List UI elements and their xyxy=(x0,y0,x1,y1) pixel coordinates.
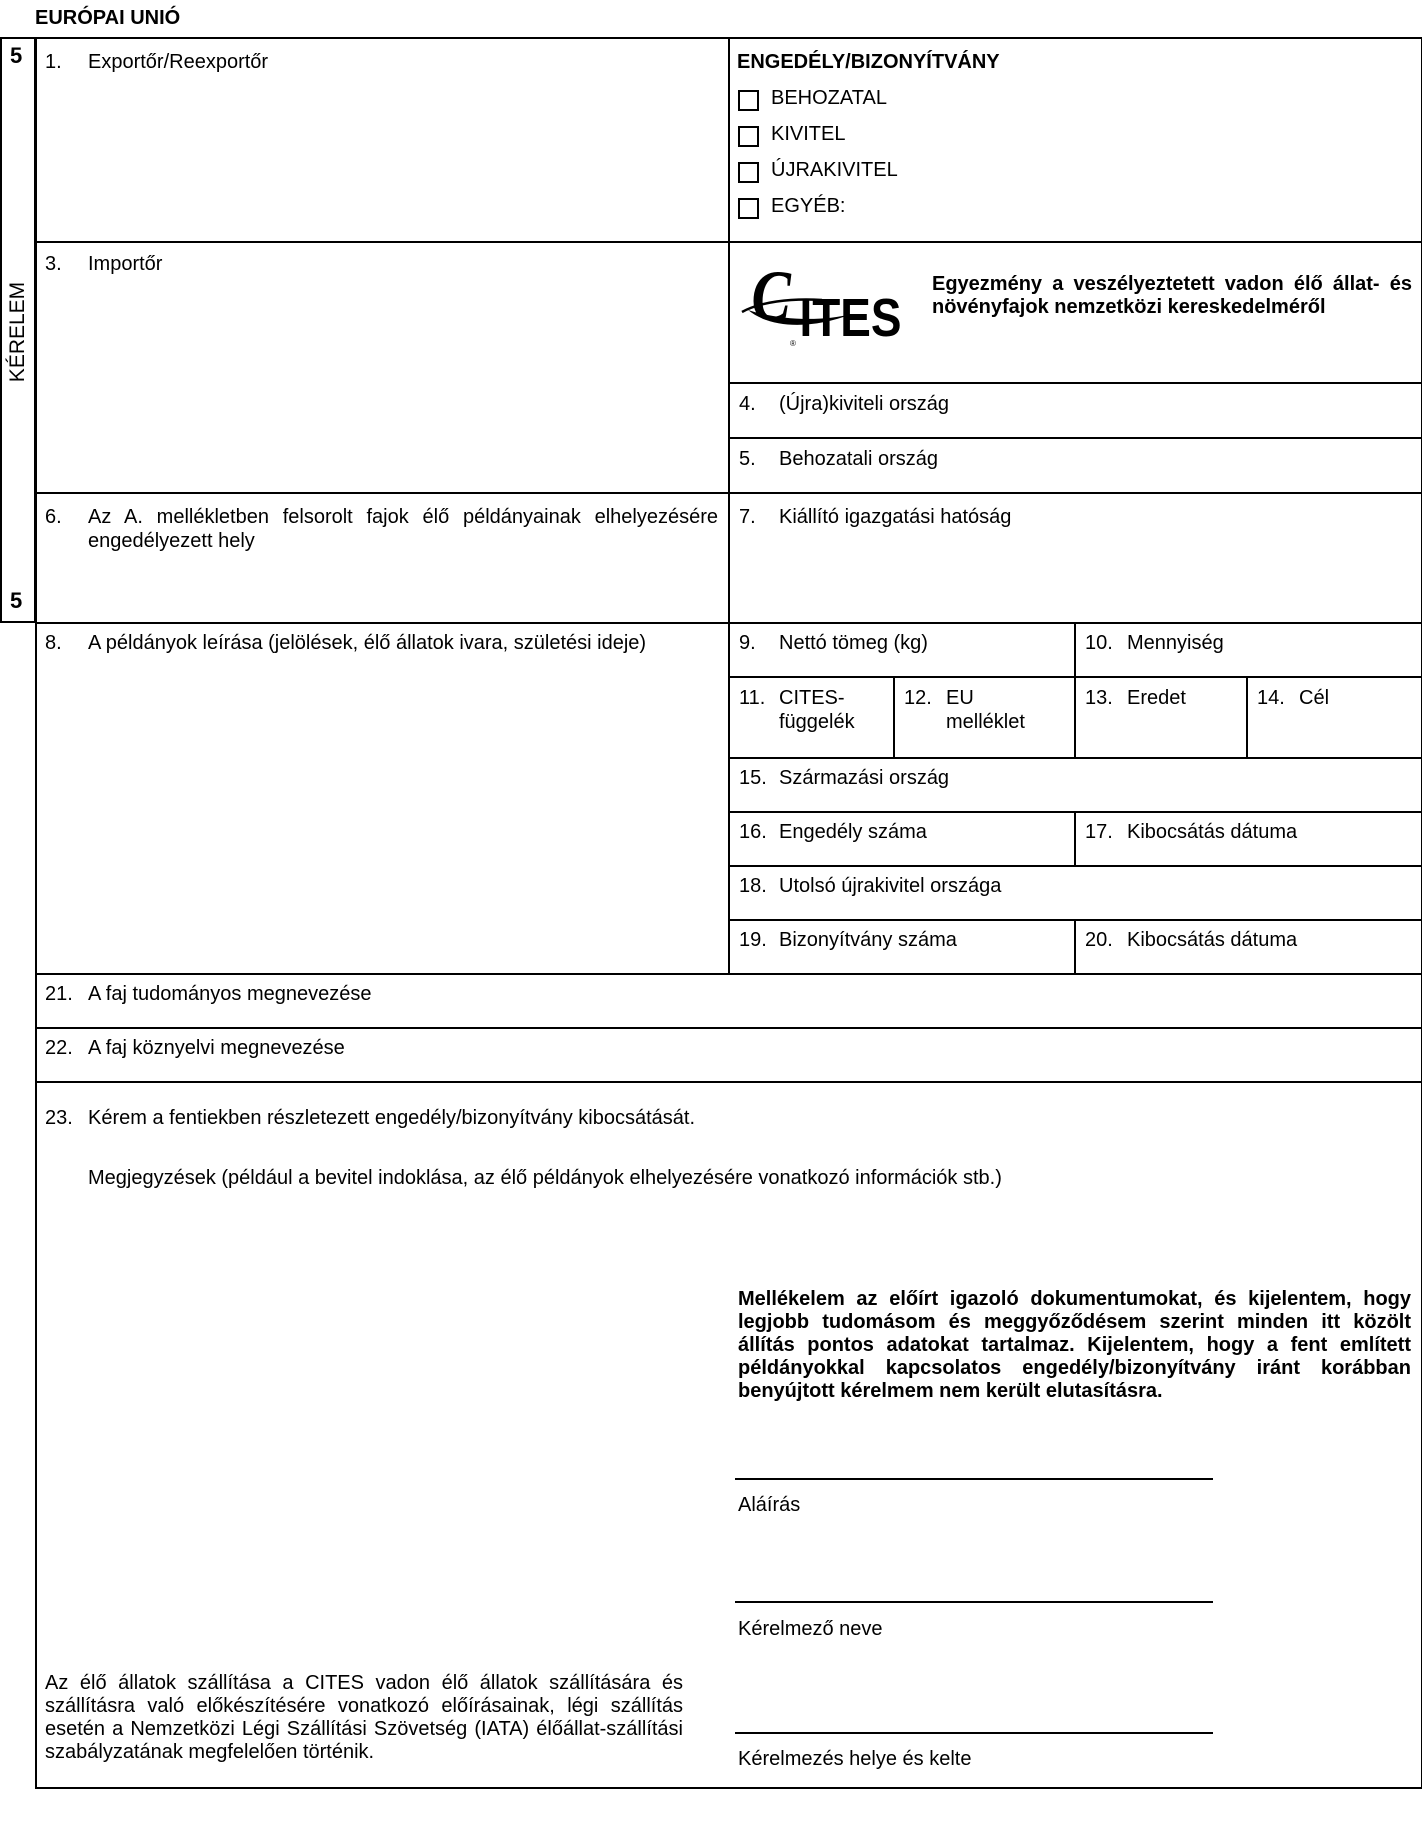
field-16-number: 16. xyxy=(739,821,767,843)
field-12-label-line2: melléklet xyxy=(946,711,1025,733)
field-19-label: Bizonyítvány száma xyxy=(779,929,957,951)
import-checkbox[interactable] xyxy=(738,90,759,111)
field-11-label-line2: függelék xyxy=(779,711,855,733)
field-12-number: 12. xyxy=(904,687,932,709)
field-7-number: 7. xyxy=(739,506,756,528)
field-9-label: Nettó tömeg (kg) xyxy=(779,632,928,654)
field-23-number: 23. xyxy=(45,1107,73,1129)
svg-text:®: ® xyxy=(790,339,796,348)
rule xyxy=(1246,676,1248,758)
union-header: EURÓPAI UNIÓ xyxy=(35,7,181,29)
field-11-number: 11. xyxy=(739,687,766,709)
rule xyxy=(1074,919,1076,974)
field-16-label: Engedély száma xyxy=(779,821,927,843)
field-20-label: Kibocsátás dátuma xyxy=(1127,929,1298,951)
field-1-label: Exportőr/Reexportőr xyxy=(88,51,269,73)
field-22-number: 22. xyxy=(45,1037,73,1059)
field-14-label: Cél xyxy=(1299,687,1330,709)
copy-number-bottom: 5 xyxy=(10,588,23,613)
rule xyxy=(729,437,1422,439)
field-8-number: 8. xyxy=(45,632,62,654)
exporter-field[interactable] xyxy=(40,78,724,238)
applicant-name-line xyxy=(735,1601,1213,1603)
signature-field[interactable] xyxy=(735,1434,1213,1478)
rule xyxy=(729,382,1422,384)
svg-text:ITES: ITES xyxy=(799,287,900,348)
importer-field[interactable] xyxy=(40,280,724,488)
rule xyxy=(35,1027,1422,1029)
field-3-number: 3. xyxy=(45,253,62,275)
field-9-number: 9. xyxy=(739,632,756,654)
field-13-number: 13. xyxy=(1085,687,1113,709)
cites-logo xyxy=(740,258,900,350)
field-8-label: A példányok leírása (jelölések, élő állatok ivara, születési ideje) xyxy=(88,632,647,654)
rule xyxy=(35,1081,1422,1083)
other-option-label: EGYÉB: xyxy=(771,195,846,217)
reexport-checkbox[interactable] xyxy=(738,162,759,183)
field-12-label-line1: EU xyxy=(946,687,974,709)
field-14-number: 14. xyxy=(1257,687,1285,709)
reexport-option-label: ÚJRAKIVITEL xyxy=(771,159,898,181)
field-5-label: Behozatali ország xyxy=(779,448,938,470)
export-checkbox[interactable] xyxy=(738,126,759,147)
field-17-number: 17. xyxy=(1085,821,1113,843)
remarks-label: Megjegyzések (például a bevitel indoklása, az élő példányok elhelyezésére vonatkozó információk stb.) xyxy=(88,1167,1002,1189)
field-4-number: 4. xyxy=(739,393,756,415)
place-date-line xyxy=(735,1732,1213,1734)
applicant-name-field[interactable] xyxy=(735,1557,1213,1601)
field-18-number: 18. xyxy=(739,875,767,897)
declaration-text: Mellékelem az előírt igazoló dokumentumokat, és kijelentem, hogy legjobb tudomásom és meggyőződésem szerint minden itt közölt állítás pontos adatokat tartalmaz. Kijelentem, hogy a fent említett példányokkal kapcsolatos engedély/bizonyítvány iránt korábban benyújtott kérelmem nem került elutasításra. xyxy=(738,1288,1411,1402)
copy-number-top: 5 xyxy=(10,43,23,68)
field-21-number: 21. xyxy=(45,983,73,1005)
field-10-label: Mennyiség xyxy=(1127,632,1224,654)
specimen-description-field[interactable] xyxy=(40,660,724,970)
place-date-label: Kérelmezés helye és kelte xyxy=(738,1748,972,1770)
transport-note: Az élő állatok szállítása a CITES vadon élő állatok szállítására és szállításra való előkészítésére vonatkozó előírásainak, légi szállítás esetén a Nemzetközi Légi Szállítási Szövetség (IATA) élőállat-szállítási szabályzatának megfelelően történik. xyxy=(45,1672,683,1763)
field-21-label: A faj tudományos megnevezése xyxy=(88,983,372,1005)
field-10-number: 10. xyxy=(1085,632,1113,654)
signature-label: Aláírás xyxy=(738,1494,801,1516)
request-statement: Kérem a fentiekben részletezett engedély/bizonyítvány kibocsátását. xyxy=(88,1107,696,1129)
field-20-number: 20. xyxy=(1085,929,1113,951)
field-19-number: 19. xyxy=(739,929,767,951)
field-11-label-line1: CITES- xyxy=(779,687,845,709)
signature-line xyxy=(735,1478,1213,1480)
field-5-number: 5. xyxy=(739,448,756,470)
export-option-label: KIVITEL xyxy=(771,123,846,145)
applicant-name-label: Kérelmező neve xyxy=(738,1618,883,1640)
rule xyxy=(1074,811,1076,866)
field-17-label: Kibocsátás dátuma xyxy=(1127,821,1298,843)
field-15-label: Származási ország xyxy=(779,767,950,789)
field-18-label: Utolsó újrakivitel országa xyxy=(779,875,1002,897)
side-label: KÉRELEM xyxy=(6,281,29,383)
place-date-field[interactable] xyxy=(735,1688,1213,1732)
field-15-number: 15. xyxy=(739,767,767,789)
cites-convention-text: Egyezmény a veszélyeztetett vadon élő állat- és növényfajok nemzetközi kereskedelméről xyxy=(932,273,1412,318)
field-4-label: (Újra)kiviteli ország xyxy=(779,393,950,415)
field-13-label: Eredet xyxy=(1127,687,1186,709)
import-option-label: BEHOZATAL xyxy=(771,87,887,109)
rule xyxy=(1074,622,1076,758)
other-checkbox[interactable] xyxy=(738,198,759,219)
field-6-label: Az A. mellékletben felsorolt fajok élő példányainak elhelyezésére engedélyezett hely xyxy=(88,506,718,552)
remarks-field[interactable] xyxy=(40,1196,1418,1284)
svg-text:C: C xyxy=(751,258,791,337)
rule xyxy=(728,37,730,974)
field-3-label: Importőr xyxy=(88,253,163,275)
field-6-number: 6. xyxy=(45,506,62,528)
field-7-label: Kiállító igazgatási hatóság xyxy=(779,506,1012,528)
field-22-label: A faj köznyelvi megnevezése xyxy=(88,1037,345,1059)
rule xyxy=(893,676,895,758)
field-1-number: 1. xyxy=(45,51,62,73)
permit-title: ENGEDÉLY/BIZONYÍTVÁNY xyxy=(737,51,1000,73)
